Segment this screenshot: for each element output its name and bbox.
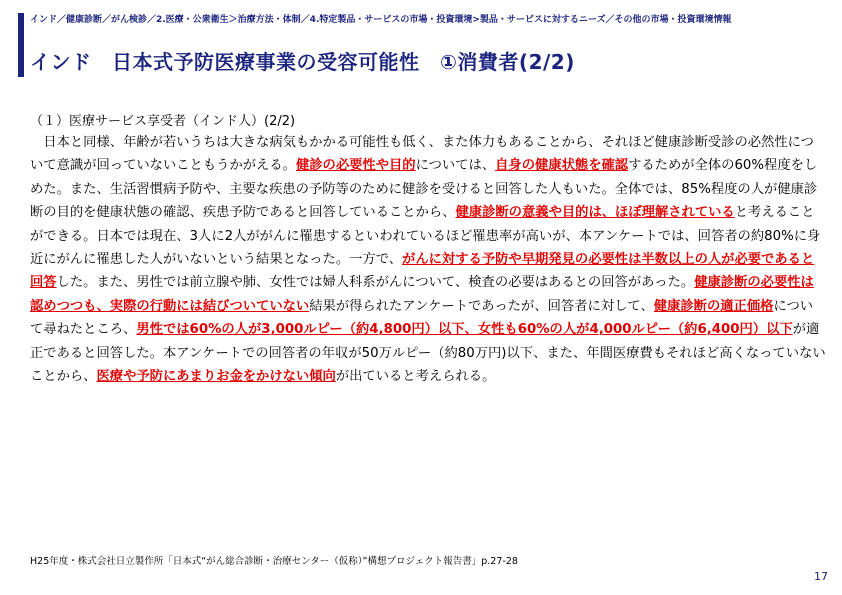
page-title: インド 日本式予防医療事業の受容可能性 ①消費者(2/2)	[30, 50, 575, 74]
source-citation: H25年度・株式会社日立製作所「日本式“がん総合診断・治療センター（仮称）”構想プロジェクト報告書」p.27-28	[30, 556, 518, 567]
highlight-text: がんに対する予防や早期発見の必要性は半数以上の人が必要であると回答	[30, 252, 815, 291]
title-accent-bar	[18, 13, 24, 77]
text-segment: 日本と同様、年齢が若いうちは大きな病気もかかる可能性も低く、また体力もあることから、それほど健康診断受診の必然性について意識が回っていないこともうかがえる。	[30, 135, 814, 174]
highlight-text: 健康診断の適正価格	[653, 298, 774, 314]
highlight-text: 医療や予防にあまりお金をかけない傾向	[96, 369, 336, 385]
highlight-text: 自身の健康状態を確認	[495, 158, 629, 174]
text-segment: するためが全体の60%程度をしめた。また、生活習慣病予防や、主要な疾患の予防等のために健診を受けると回答した人もいた。全体では、85%程度の人が健康診断の目的を健康状態の確認、疾患予防であると回答していることから、	[30, 158, 818, 221]
text-segment: と考えることができる。日本では現在、3人に2人ががんに罹患するといわれているほど罹患率が高いが、本アンケートでは、回答者の約80%に身近にがんに罹患した人がいないという結果となった。一方で、	[30, 205, 821, 268]
text-segment: について尋ねたところ、	[30, 298, 814, 338]
highlight-text: 健康診断の必要性は認めつつも、実際の行動には結びついていない	[30, 275, 814, 314]
text-segment: した。また、男性では前立腺や肺、女性では婦人科系がんについて、検査の必要はあるとの回答があった。	[56, 275, 695, 291]
text-segment: が適正であると回答した。本アンケートでの回答者の年収が50万ルピー（約80万円)以下、また、年間医療費もそれほど高くなっていないことから、	[30, 322, 826, 385]
text-segment: については、	[415, 158, 496, 174]
highlight-text: 健診の必要性や目的	[295, 158, 416, 174]
highlight-text: 健康診断の意義や目的は、ほぼ理解されている	[455, 205, 735, 221]
text-segment: 結果が得られたアンケートであったが、回答者に対して、	[309, 298, 654, 314]
text-segment: が出ていると考えられる。	[335, 369, 496, 385]
section-subheading: （１）医療サービス享受者（インド人）(2/2)	[30, 114, 296, 129]
body-paragraph	[30, 131, 826, 388]
highlight-text: 男性では60%の人が3,000ルピー（約4,800円）以下、女性も60%の人が4,000ルピー（約6,400円）以下	[136, 322, 793, 338]
breadcrumb: インド／健康診断／がん検診／2.医療・公衆衛生＞治療方法・体制／4.特定製品・サービスの市場・投資環境>製品・サービスに対するニーズ／その他の市場・投資環境情報	[30, 15, 732, 25]
page-number: 17	[814, 570, 828, 583]
